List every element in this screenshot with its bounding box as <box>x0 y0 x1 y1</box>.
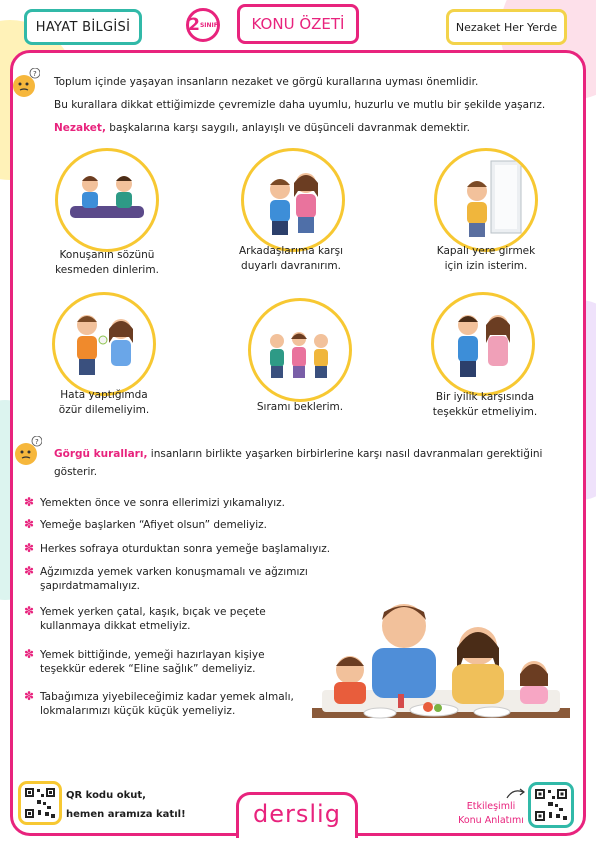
qr-code-icon <box>531 785 571 825</box>
listening-illustration <box>58 151 156 249</box>
topic-text: Nezaket Her Yerde <box>455 20 558 34</box>
family-dinner-illustration <box>312 590 570 770</box>
flower-bullet-icon: ✽ <box>24 564 35 578</box>
grade-number: 2 <box>188 15 200 35</box>
caption-waiting-l1: Sıramı beklerim. <box>256 401 344 413</box>
caption-thanks-l1: Bir iyilik karşısında <box>435 391 535 403</box>
flower-bullet-icon: ✽ <box>24 689 35 703</box>
intro-line-1: Toplum içinde yaşayan insanların nezaket ve görgü kurallarına uyması önemlidir. <box>54 76 479 88</box>
caption-sensitive-l1: Arkadaşlarıma karşı <box>238 245 344 257</box>
picture-apology <box>52 292 156 396</box>
qr-code-left[interactable] <box>18 781 62 825</box>
section-title-text: KONU ÖZETİ <box>251 15 345 33</box>
grade-badge <box>186 8 220 42</box>
picture-waiting <box>248 298 352 402</box>
section-title <box>237 4 359 44</box>
subject-label <box>24 9 142 45</box>
rule-text: Yemeğe başlarken “Afiyet olsun” demeliyiz. <box>40 519 267 531</box>
caption-listening-l1: Konuşanın sözünü <box>59 249 155 261</box>
subject-text: HAYAT BİLGİSİ <box>35 19 131 35</box>
thanks-illustration <box>434 295 532 393</box>
rule-item <box>24 541 331 556</box>
caption-apology-l2: özür dilemeliyim. <box>58 404 150 416</box>
rule-text: Yemek yerken çatal, kaşık, bıçak ve peçete <box>40 606 266 618</box>
interactive-line-2: Konu Anlatımı <box>458 815 524 826</box>
gorgu-line-1-rest: insanların birlikte yaşarken birbirlerine karşı nasıl davranmaları gerektiğini <box>147 448 543 460</box>
curved-arrow-icon <box>505 786 527 800</box>
qr-join-line-2: hemen aramıza katıl! <box>66 809 186 820</box>
caption-permission-l2: için izin isterim. <box>444 260 528 272</box>
intro-line-2: Bu kurallara dikkat ettiğimizde çevremizle daha uyumlu, huzurlu ve mutlu bir şekilde yaşarız. <box>54 99 546 111</box>
rule-text: Yemekten önce ve sonra ellerimizi yıkamalıyız. <box>40 497 285 509</box>
qr-join-line-1: QR kodu okut, <box>66 790 146 801</box>
caption-permission-l1: Kapalı yere girmek <box>436 245 536 257</box>
rule-text-2: lokmalarımızı küçük küçük yemeliyiz. <box>40 705 236 717</box>
interactive-text <box>446 800 536 828</box>
permission-illustration <box>437 151 535 249</box>
rule-item <box>24 495 285 510</box>
brand-logo: derslig <box>253 800 341 828</box>
flower-bullet-icon: ✽ <box>24 495 35 509</box>
svg-text:?: ? <box>35 438 39 446</box>
gorgu-term: Görgü kuralları, <box>54 448 148 460</box>
picture-permission <box>434 148 538 252</box>
rule-item <box>24 564 308 593</box>
flower-bullet-icon: ✽ <box>24 517 35 531</box>
intro-line-3-rest: başkalarına karşı saygılı, anlayışlı ve düşünceli davranmak demektir. <box>105 122 470 134</box>
rule-item <box>24 517 267 532</box>
picture-listening <box>55 148 159 252</box>
rule-item <box>24 647 265 676</box>
grade-suffix: SINIF <box>199 21 218 29</box>
svg-text:?: ? <box>33 70 37 78</box>
caption-sensitive-l2: duyarlı davranırım. <box>241 260 341 272</box>
caption-apology-l1: Hata yaptığımda <box>60 389 148 401</box>
rule-text: Herkes sofraya oturduktan sonra yemeğe başlamalıyız. <box>40 543 331 555</box>
caption-thanks <box>420 390 550 420</box>
waiting-illustration <box>251 301 349 399</box>
gorgu-line-1 <box>54 448 542 460</box>
rule-text-2: teşekkür ederek “Eline sağlık” demeliyiz. <box>40 663 256 675</box>
interactive-line-1: Etkileşimli <box>466 801 516 812</box>
thinking-face-icon-2 <box>12 436 42 466</box>
caption-thanks-l2: teşekkür etmeliyim. <box>432 406 538 418</box>
rule-item <box>24 689 294 718</box>
picture-thanks <box>431 292 535 396</box>
rule-text-2: kullanmaya dikkat etmeliyiz. <box>40 620 191 632</box>
qr-code-right[interactable] <box>528 782 574 828</box>
thinking-face-icon <box>10 68 40 98</box>
gorgu-line-2: gösterir. <box>54 466 98 478</box>
flower-bullet-icon: ✽ <box>24 541 35 555</box>
qr-code-icon <box>21 784 59 822</box>
intro-line-3 <box>54 122 470 134</box>
caption-sensitive <box>230 244 352 274</box>
caption-permission <box>422 244 550 274</box>
topic-label <box>446 9 567 45</box>
qr-join-text <box>66 786 186 824</box>
caption-listening <box>52 248 162 278</box>
flower-bullet-icon: ✽ <box>24 647 35 661</box>
rule-text: Yemek bittiğinde, yemeği hazırlayan kişiye <box>40 649 265 661</box>
picture-sensitive <box>241 148 345 252</box>
nezaket-term: Nezaket, <box>54 122 106 134</box>
apology-illustration <box>55 295 153 393</box>
flower-bullet-icon: ✽ <box>24 604 35 618</box>
caption-listening-l2: kesmeden dinlerim. <box>55 264 159 276</box>
caption-apology <box>48 388 160 418</box>
rule-item <box>24 604 266 633</box>
rule-text: Tabağımıza yiyebileceğimiz kadar yemek almalı, <box>40 691 294 703</box>
rule-text: Ağzımızda yemek varken konuşmamalı ve ağzımızı <box>40 566 308 578</box>
rule-text-2: şapırdatmamalıyız. <box>40 580 140 592</box>
sensitive-illustration <box>244 151 342 249</box>
caption-waiting <box>240 400 360 415</box>
